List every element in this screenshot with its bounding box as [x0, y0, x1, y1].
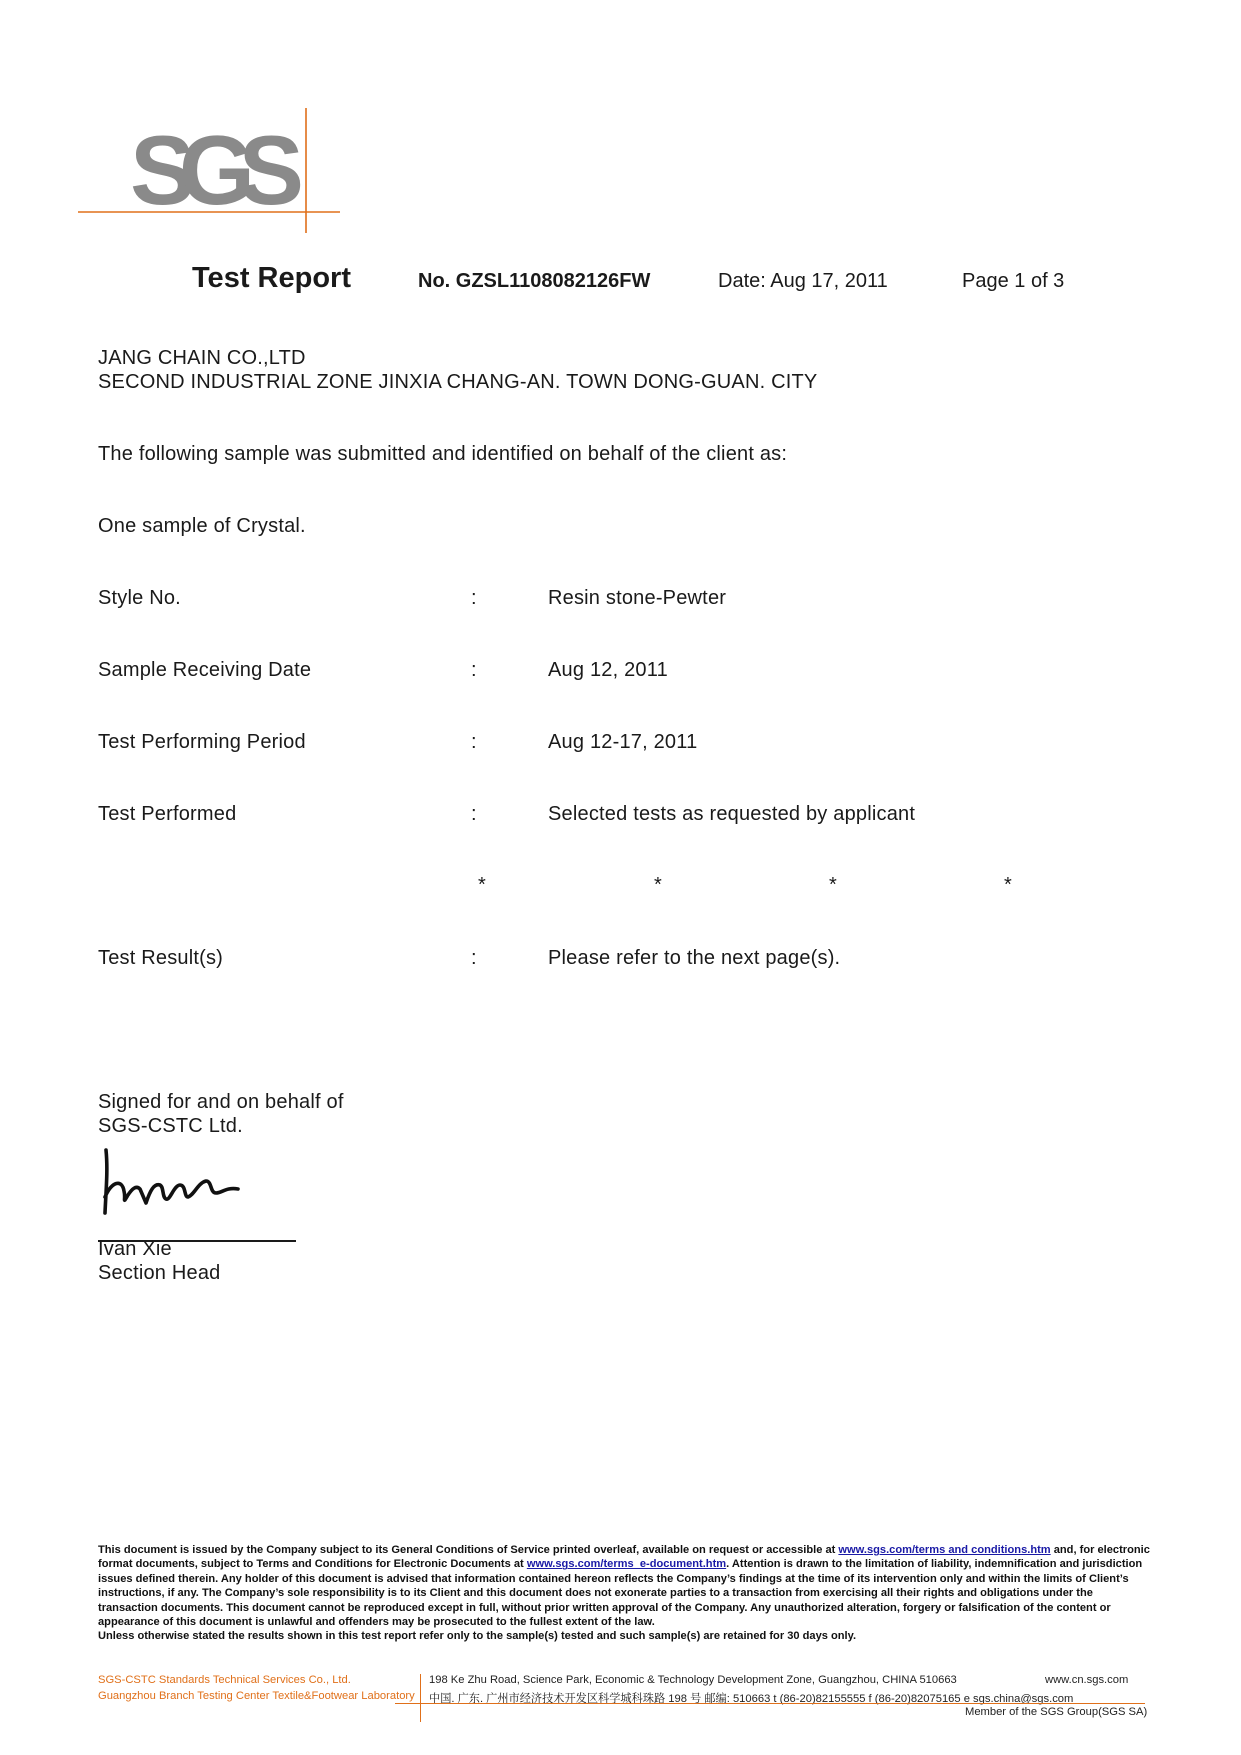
field-value-receiving-date: Aug 12, 2011	[548, 659, 668, 681]
field-value-test-results: Please refer to the next page(s).	[548, 947, 841, 969]
field-value-test-performed: Selected tests as requested by applicant	[548, 803, 916, 825]
signoff-line1: Signed for and on behalf of	[98, 1091, 344, 1113]
terms-e-document-link[interactable]: www.sgs.com/terms_e-document.htm	[526, 1558, 727, 1571]
retention-notice: Unless otherwise stated the results shown in this test report refer only to the sample(s) tested and such sample(s) are retained for 30 days only.	[98, 1630, 857, 1643]
footer-org-name: SGS-CSTC Standards Technical Services Co., Ltd.	[98, 1674, 351, 1686]
page-indicator: Page 1 of 3	[962, 270, 1065, 292]
field-colon: :	[471, 587, 477, 609]
separator-star: *	[829, 874, 837, 896]
separator-star: *	[654, 874, 662, 896]
disclaimer-paragraph	[98, 1543, 1151, 1629]
footer-address-cn: 中国. 广东. 广州市经济技术开发区科学城科珠路 198 号 邮编: 510663 t (86-20)82155555 f (86-20)82075165 e sgs.china@sgs.com	[429, 1693, 1074, 1705]
sgs-logo-text: SGS	[130, 115, 300, 225]
sgs-logo	[78, 108, 348, 233]
signoff-company: SGS-CSTC Ltd.	[98, 1115, 243, 1137]
terms-conditions-link[interactable]: www.sgs.com/terms and conditions.htm	[838, 1544, 1051, 1556]
report-number: No. GZSL1108082126FW	[418, 270, 651, 292]
signatory-name: Ivan Xie	[98, 1238, 172, 1260]
sample-description: One sample of Crystal.	[98, 515, 306, 537]
footer-divider-horizontal	[395, 1703, 1145, 1704]
separator-star: *	[478, 874, 486, 896]
report-title: Test Report	[192, 262, 351, 294]
footer-lab-name: Guangzhou Branch Testing Center Textile&Footwear Laboratory	[98, 1690, 415, 1702]
footer-member: Member of the SGS Group(SGS SA)	[965, 1706, 1148, 1718]
field-label-test-performed: Test Performed	[98, 803, 237, 825]
field-label-style-no: Style No.	[98, 587, 181, 609]
field-colon: :	[471, 731, 477, 753]
legal-disclaimer	[98, 1543, 1151, 1644]
handwritten-signature	[98, 1145, 248, 1220]
disclaimer-text: This document is issued by the Company subject to its General Conditions of Service printed overleaf, available on request or accessible at	[98, 1544, 839, 1556]
field-value-performing-period: Aug 12-17, 2011	[548, 731, 698, 753]
signatory-title: Section Head	[98, 1262, 221, 1284]
report-date: Date: Aug 17, 2011	[718, 270, 888, 292]
field-label-performing-period: Test Performing Period	[98, 731, 306, 753]
field-colon: :	[471, 659, 477, 681]
field-value-style-no: Resin stone-Pewter	[548, 587, 727, 609]
field-colon: :	[471, 803, 477, 825]
footer-divider-vertical	[420, 1674, 421, 1722]
footer-address-en: 198 Ke Zhu Road, Science Park, Economic & Technology Development Zone, Guangzhou, CHINA 510663	[429, 1674, 957, 1686]
client-name: JANG CHAIN CO.,LTD	[98, 347, 306, 369]
field-colon: :	[471, 947, 477, 969]
disclaimer-text: and, for electronic format documents, subject to Terms and Conditions for Electronic Documents at	[98, 1544, 1150, 1571]
intro-text: The following sample was submitted and identified on behalf of the client as:	[98, 443, 788, 465]
footer-website: www.cn.sgs.com	[1045, 1674, 1129, 1686]
disclaimer-text: . Attention is drawn to the limitation of liability, indemnification and jurisdiction issues defined therein. Any holder of this document is advised that information contained hereon reflects the Company’s findings at the time of its intervention only and within the limits of Client’s instructions, if any. The Company’s sole responsibility is to its Client and this document does not exonerate parties to a transaction from exercising all their rights and obligations under the transaction documents. This document cannot be reproduced except in full, without prior written approval of the Company. Any unauthorized alteration, forgery or falsification of the content or appearance of this document is unlawful and offenders may be prosecuted to the fullest extent of the law.	[98, 1558, 1143, 1629]
client-address: SECOND INDUSTRIAL ZONE JINXIA CHANG-AN. TOWN DONG-GUAN. CITY	[98, 371, 818, 393]
field-label-test-results: Test Result(s)	[98, 947, 224, 969]
field-label-receiving-date: Sample Receiving Date	[98, 659, 312, 681]
separator-star: *	[1004, 874, 1012, 896]
